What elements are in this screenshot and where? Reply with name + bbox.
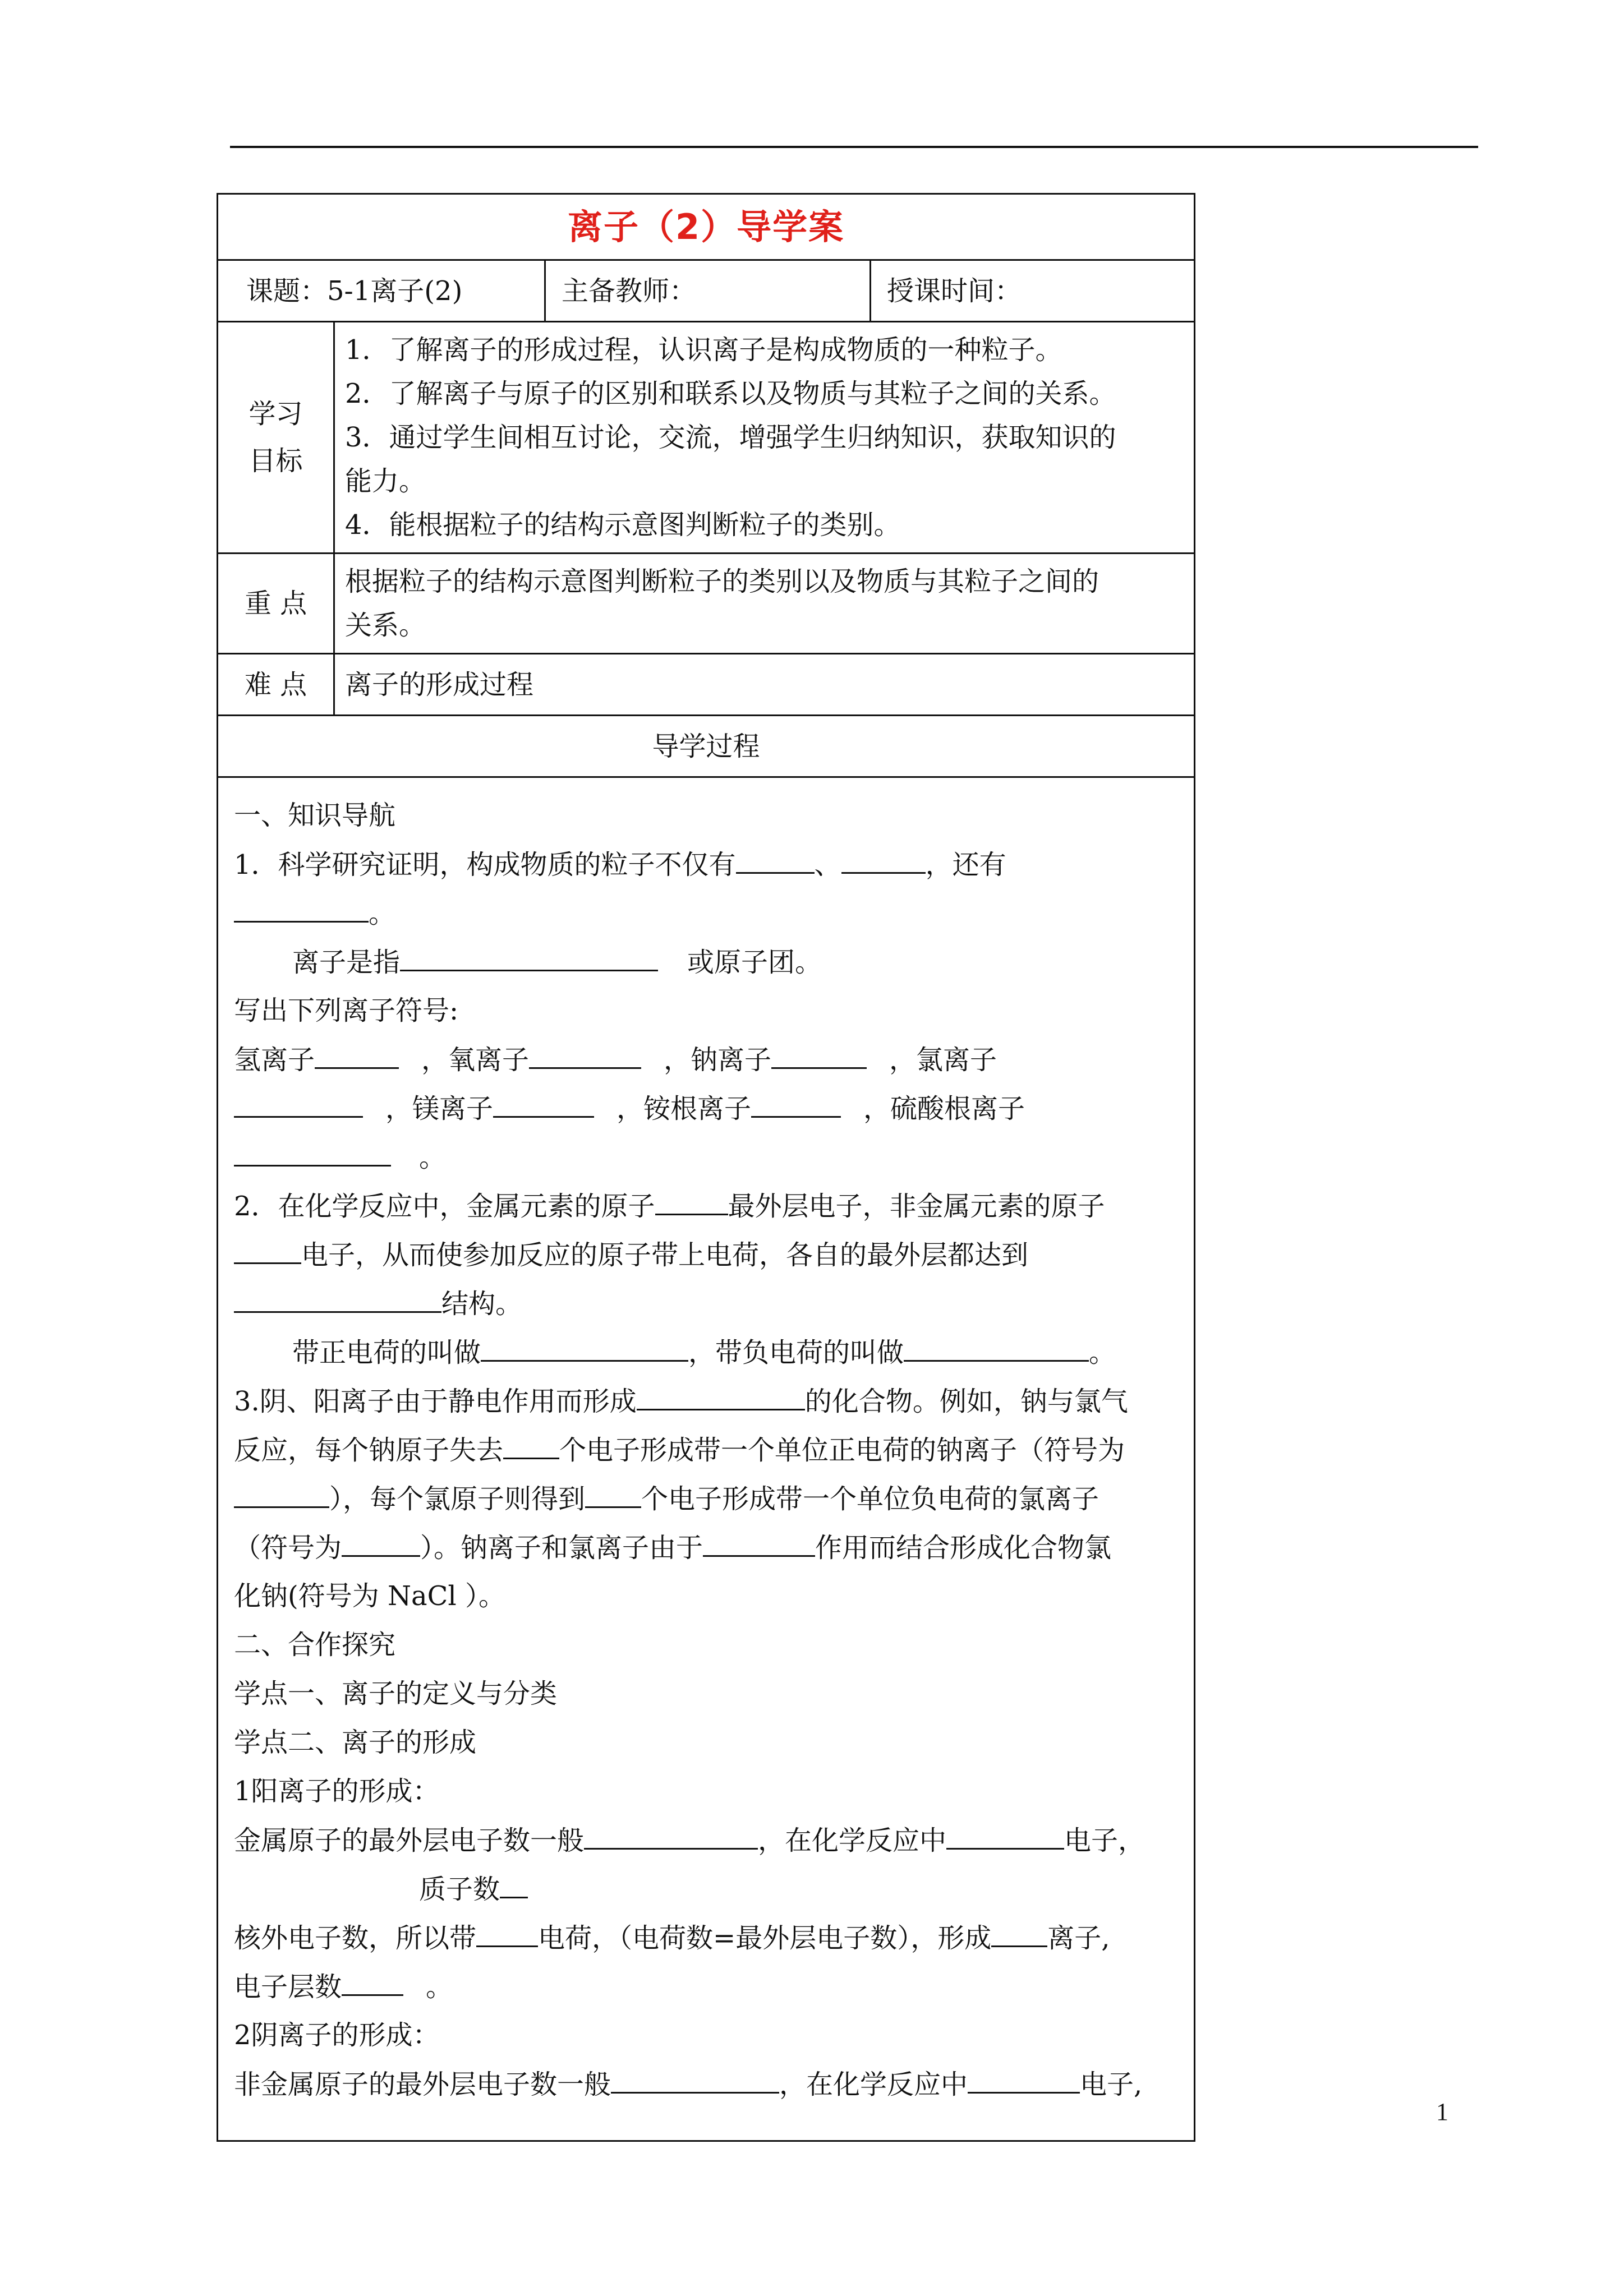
objective-item: 1．了解离子的形成过程，认识离子是构成物质的一种粒子。	[345, 334, 1062, 366]
objective-item: 2．了解离子与原子的区别和联系以及物质与其粒子之间的关系。	[345, 378, 1116, 409]
section-heading: 一、知识导航	[234, 800, 396, 831]
key-point-content: 根据粒子的结构示意图判断粒子的类别以及物质与其粒子之间的 关系。	[334, 554, 1195, 654]
fill-blank[interactable]	[400, 938, 658, 971]
fill-blank[interactable]	[584, 1816, 758, 1850]
fill-blank[interactable]	[585, 1474, 641, 1508]
cation-heading: 1阳离子的形成：	[234, 1776, 440, 1807]
difficulty-label: 难 点	[218, 654, 334, 716]
fill-blank[interactable]	[611, 2060, 779, 2094]
fill-blank[interactable]	[529, 1035, 641, 1069]
anion-heading: 2阴离子的形成：	[234, 2020, 440, 2051]
fill-blank[interactable]	[315, 1035, 399, 1069]
objective-item: 3．通过学生间相互讨论，交流，增强学生归纳知识，获取知识的	[345, 422, 1116, 453]
study-point: 学点一、离子的定义与分类	[234, 1678, 558, 1709]
teacher-cell: 主备教师：	[545, 260, 871, 322]
fill-blank[interactable]	[476, 1914, 538, 1947]
section-heading: 二、合作探究	[234, 1629, 396, 1661]
fill-blank[interactable]	[771, 1035, 867, 1069]
ion-symbol-row: ，镁离子 ，铵根离子 ，硫酸根离子	[234, 1084, 1178, 1133]
ion-symbol-row: 氢离子 ，氧离子 ，钠离子 ，氯离子	[234, 1035, 1178, 1084]
objectives-label: 学习 目标	[218, 322, 334, 554]
objectives-content	[334, 322, 1195, 554]
lesson-plan-table	[217, 193, 1195, 2142]
page-number: 1	[1436, 2098, 1448, 2126]
fill-blank[interactable]	[234, 889, 369, 923]
question-3: 3.阴、阳离子由于静电作用而形成 的化合物。例如，钠与氯气	[234, 1377, 1178, 1426]
cation-formation: 金属原子的最外层电子数一般 ，在化学反应中 电子，	[234, 1816, 1178, 1865]
fill-blank[interactable]	[655, 1182, 728, 1215]
anion-formation: 非金属原子的最外层电子数一般 ，在化学反应中 电子,	[234, 2060, 1178, 2109]
header-rule	[230, 146, 1478, 148]
page-title: 离子（2）导学案	[218, 194, 1195, 260]
fill-blank[interactable]	[991, 1914, 1047, 1947]
fill-blank[interactable]	[234, 1084, 363, 1118]
topic-cell: 课题：5-1离子(2)	[218, 260, 545, 322]
fill-blank[interactable]	[342, 1523, 420, 1557]
objective-item: 4．能根据粒子的结构示意图判断粒子的类别。	[345, 509, 901, 541]
fill-blank[interactable]	[500, 1865, 528, 1898]
fill-blank[interactable]	[841, 840, 926, 874]
fill-blank[interactable]	[946, 1816, 1064, 1850]
fill-blank[interactable]	[703, 1523, 815, 1557]
time-cell: 授课时间：	[871, 260, 1195, 322]
fill-blank[interactable]	[234, 1279, 441, 1313]
fill-blank[interactable]	[503, 1426, 559, 1459]
key-point-label: 重 点	[218, 554, 334, 654]
ion-definition: 离子是指 或原子团。	[234, 938, 1178, 986]
fill-blank[interactable]	[637, 1377, 805, 1410]
fill-blank[interactable]	[481, 1328, 688, 1362]
study-point: 学点二、离子的形成	[234, 1727, 477, 1758]
fill-blank[interactable]	[342, 1962, 403, 1996]
charge-naming: 带正电荷的叫做 ，带负电荷的叫做 。	[234, 1328, 1178, 1377]
process-content: 一、知识导航 1．科学研究证明，构成物质的粒子不仅有 、 ，还有 。 离子是指 或原子团。 写出下列离子符号: 氢离子 ，氧离子 ，钠离子 ，氯离子 ，镁离子 ，铵根离子 ，硫酸根离子 。 2．在化学反应中，金属元素的原子 最外层电子，非金属元素的原子 电子，从而使参加反应的原子带上电荷，各自的最外层都达到 结构。 带正电荷的叫做 ，带负电荷的叫做 。 3.阴、阳离子由于静电作用而形成 的化合物。例如，钠与氯气 反应，每个钠原子失去 个电子形成带一个单位正电荷的钠离子（符号为 ），每个氯原子则得到 个电子形成带一个单位负电荷的氯离子 （符号为 ）。钠离子和氯离子由于 作用而结合形成化合物氯 化钠(符号为 NaCl ）。 二、合作探究 学点一、离子的定义与分类 学点二、离子的形成 1阳离子的形成： 金属原子的最外层电子数一般 ，在化学反应中 电子， 质子数 核外电子数，所以带 电荷，（电荷数=最外层电子数），形成 离子, 电子层数 。 2阴离子的形成： 非金属原子的最外层电子数一般 ，在化学反应中 电子,	[218, 777, 1195, 2141]
fill-blank[interactable]	[904, 1328, 1089, 1362]
fill-blank[interactable]	[234, 1230, 301, 1264]
fill-blank[interactable]	[736, 840, 815, 874]
fill-blank[interactable]	[493, 1084, 594, 1118]
question-1: 1．科学研究证明，构成物质的粒子不仅有 、 ，还有	[234, 840, 1178, 889]
ion-symbol-prompt: 写出下列离子符号:	[234, 995, 459, 1026]
question-2: 2．在化学反应中，金属元素的原子 最外层电子，非金属元素的原子	[234, 1182, 1178, 1230]
fill-blank[interactable]	[968, 2060, 1080, 2094]
objective-item: 能力。	[345, 465, 426, 497]
process-heading: 导学过程	[218, 716, 1195, 777]
difficulty-content: 离子的形成过程	[334, 654, 1195, 716]
fill-blank[interactable]	[234, 1133, 391, 1167]
fill-blank[interactable]	[234, 1474, 329, 1508]
fill-blank[interactable]	[751, 1084, 841, 1118]
